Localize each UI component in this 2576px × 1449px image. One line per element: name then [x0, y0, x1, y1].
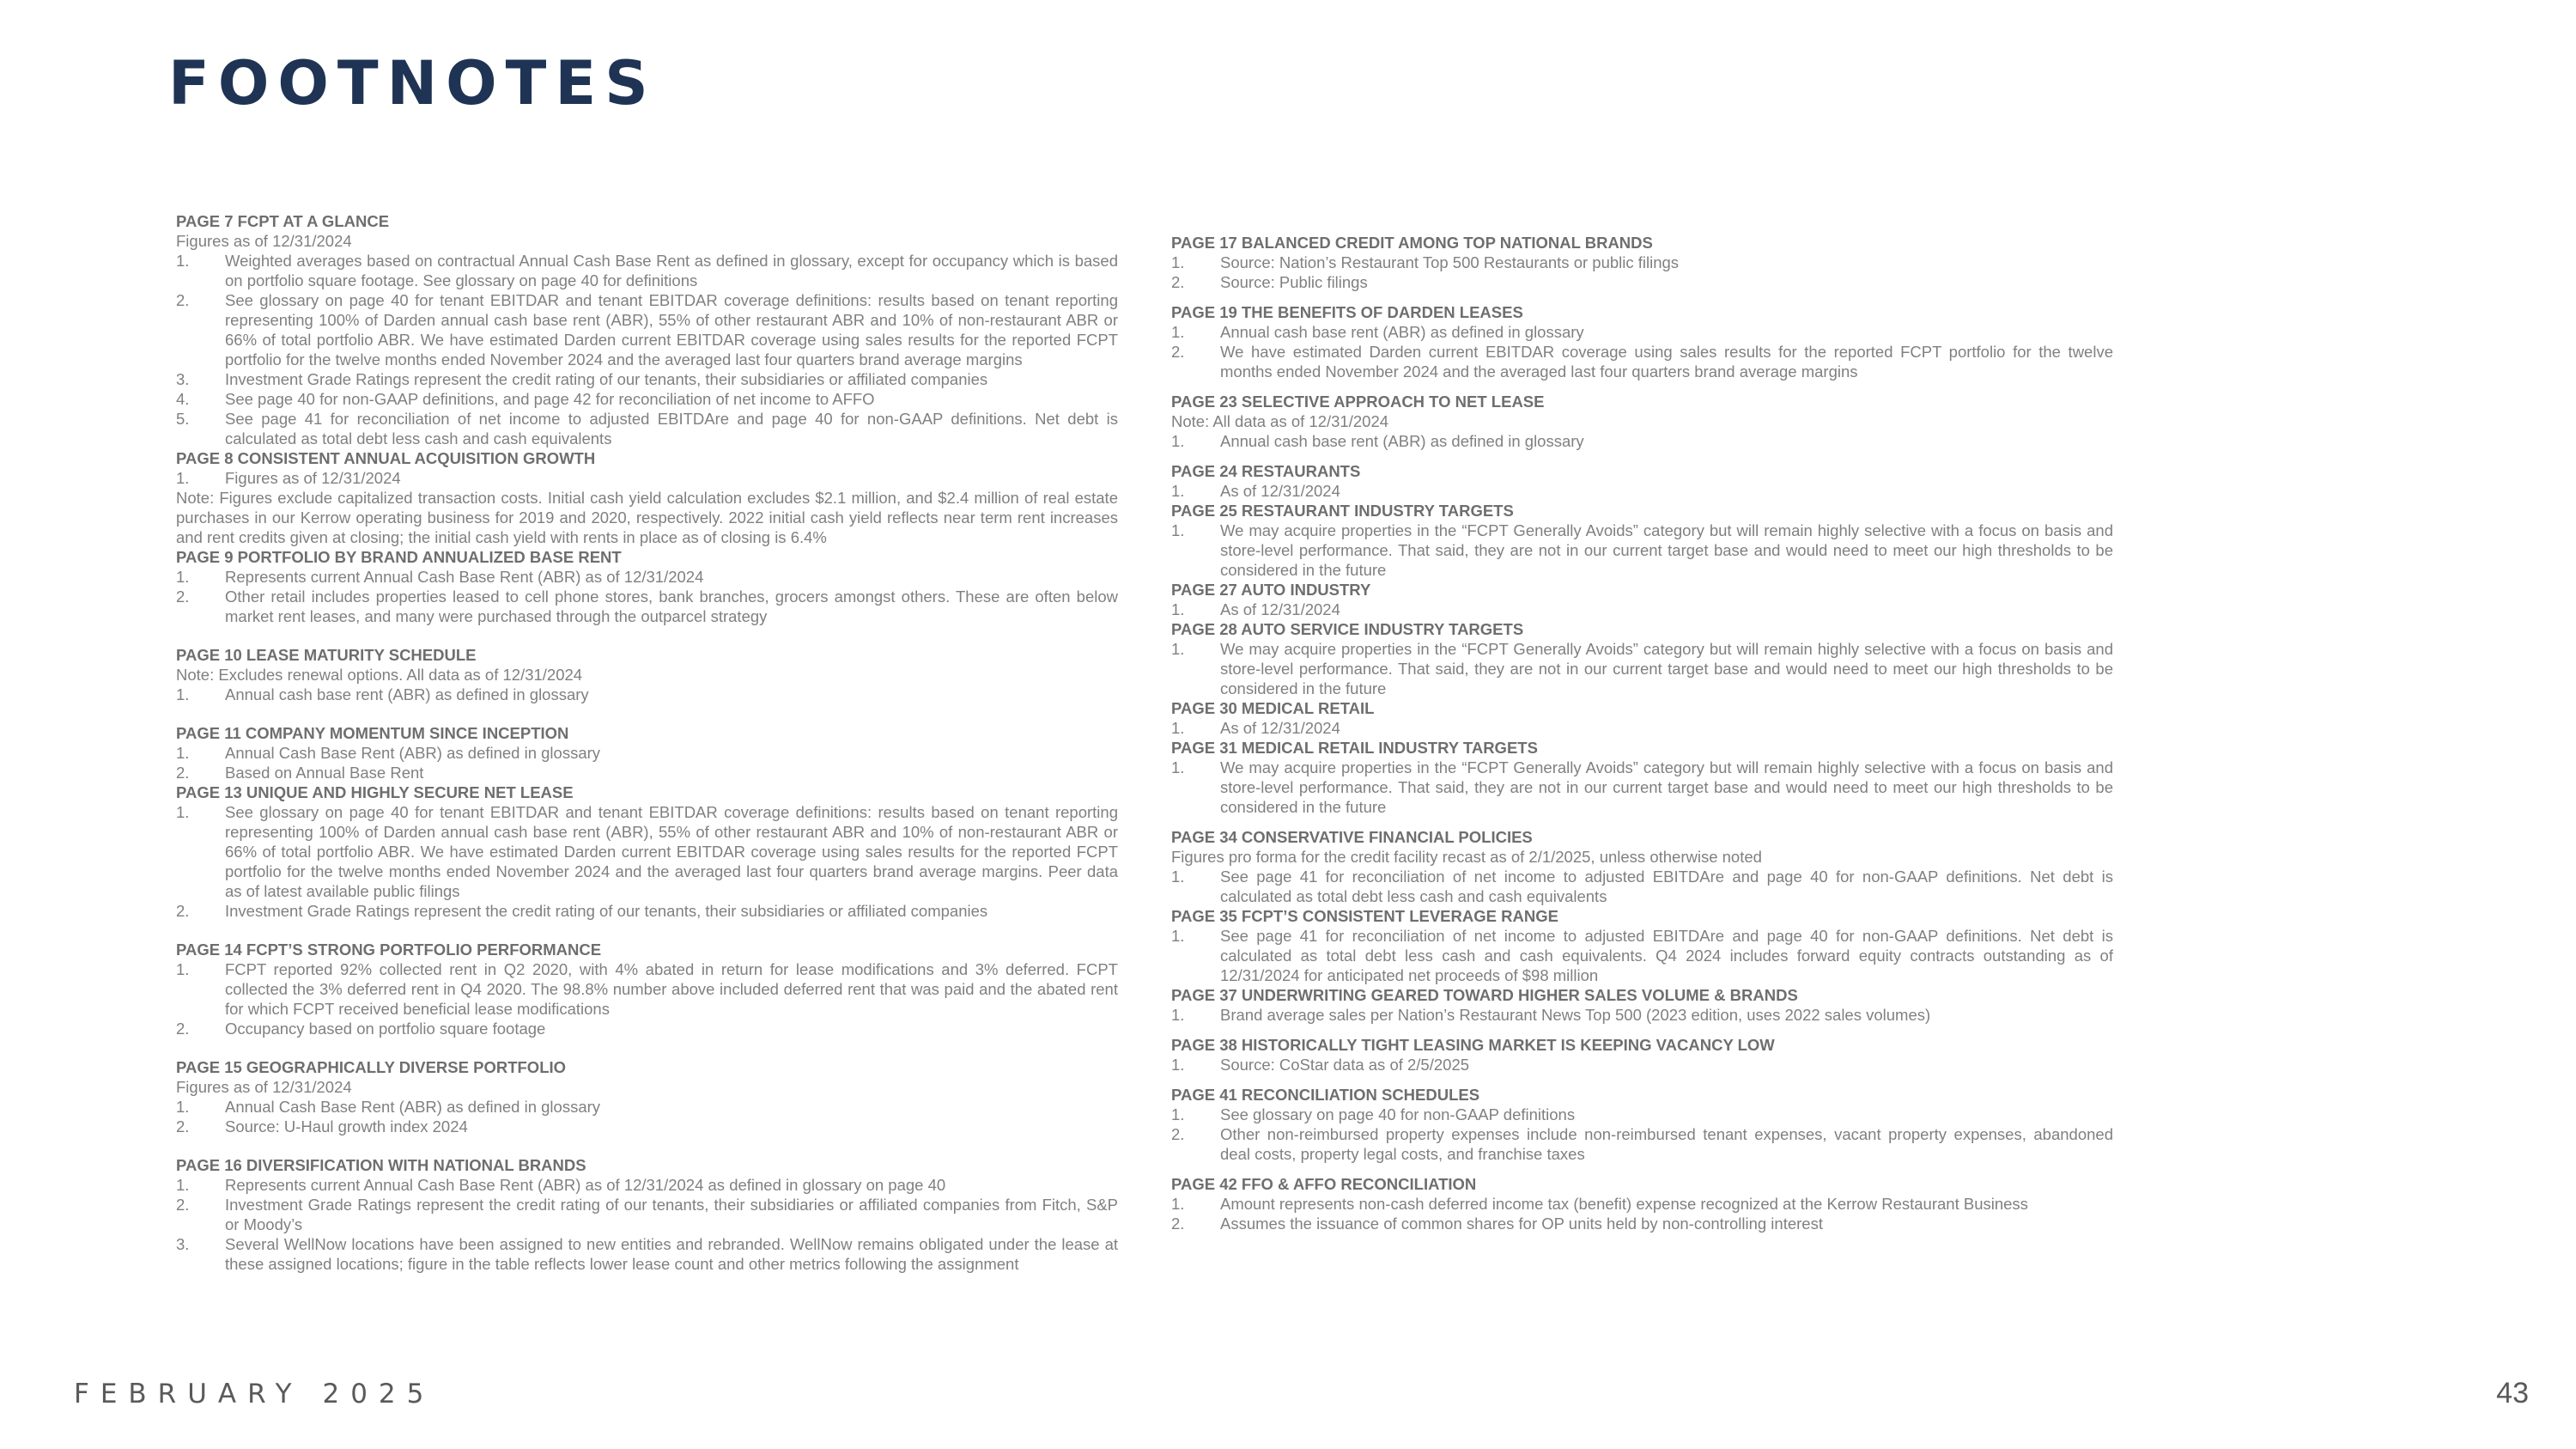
footnote-list — [1171, 1005, 2113, 1025]
footnote-number: 2. — [176, 1196, 190, 1214]
footnote-number: 1. — [1171, 432, 1185, 450]
footnote-text: We may acquire properties in the “FCPT Generally Avoids” category but will remain highly selective with a focus on basis and store-level performance. That said, they are not in our current target base and would need to meet our high thresholds to be considered in the future — [1220, 521, 2113, 579]
footnote-section — [1171, 1035, 2113, 1075]
section-heading: PAGE 15 GEOGRAPHICALLY DIVERSE PORTFOLIO — [176, 1058, 567, 1076]
footnote-number: 1. — [1171, 1006, 1185, 1024]
footnote-text: See page 40 for non-GAAP definitions, and page 42 for reconciliation of net income to AFFO — [225, 390, 875, 408]
footnote-text: Annual Cash Base Rent (ABR) as defined in glossary — [225, 1098, 601, 1116]
footnote-text: Annual cash base rent (ABR) as defined in glossary — [1220, 323, 1584, 341]
footnote-text: Occupancy based on portfolio square footage — [225, 1020, 546, 1038]
section-heading: PAGE 13 UNIQUE AND HIGHLY SECURE NET LEASE — [176, 783, 574, 801]
footnote-text: As of 12/31/2024 — [1220, 482, 1340, 500]
footnote-text: Figures as of 12/31/2024 — [225, 469, 401, 487]
section-heading: PAGE 27 AUTO INDUSTRY — [1171, 581, 1371, 599]
footnote-item — [1171, 639, 2113, 698]
footnote-number: 1. — [1171, 323, 1185, 341]
footnote-list — [1171, 481, 2113, 501]
footnote-text: See page 41 for reconciliation of net income to adjusted EBITDAre and page 40 for non-GAAP definitions. Net debt is calculated as total debt less cash and cash equivalents — [1220, 868, 2113, 905]
footnote-text: As of 12/31/2024 — [1220, 719, 1340, 737]
footnote-item — [1171, 1055, 2113, 1075]
footnote-text: See page 41 for reconciliation of net income to adjusted EBITDAre and page 40 for non-GAAP definitions. Net debt is calculated as total debt less cash and cash equivalents — [225, 410, 1118, 447]
footnote-number: 2. — [176, 1020, 190, 1038]
footnote-number: 4. — [176, 390, 190, 408]
footnote-item — [176, 251, 1118, 290]
footnote-item — [1171, 481, 2113, 501]
footnotes-left-column — [176, 211, 1118, 1274]
footnote-text: Investment Grade Ratings represent the credit rating of our tenants, their subsidiaries or affiliated companies from Fitch, S&P or Moody’s — [225, 1196, 1118, 1233]
footnote-list — [176, 959, 1118, 1038]
footnote-item — [1171, 342, 2113, 381]
footnote-item — [176, 959, 1118, 1019]
footnote-list — [176, 468, 1118, 488]
section-subtitle: Figures as of 12/31/2024 — [176, 1078, 352, 1096]
section-subtitle: Note: All data as of 12/31/2024 — [1171, 412, 1389, 430]
footnote-number: 1. — [1171, 521, 1185, 539]
footnote-number: 2. — [176, 1117, 190, 1135]
footnote-number: 1. — [176, 960, 190, 978]
footnote-text: Represents current Annual Cash Base Rent (ABR) as of 12/31/2024 — [225, 568, 704, 586]
footnote-section — [176, 547, 1118, 626]
section-heading: PAGE 37 UNDERWRITING GEARED TOWARD HIGHER SALES VOLUME & BRANDS — [1171, 986, 1798, 1004]
footnote-number: 1. — [1171, 1056, 1185, 1074]
footnote-item — [1171, 1005, 2113, 1025]
footnote-item — [176, 1234, 1118, 1274]
footnote-section — [176, 448, 1118, 547]
footnote-number: 2. — [176, 902, 190, 920]
footnote-text: Annual Cash Base Rent (ABR) as defined in glossary — [225, 744, 601, 762]
footnote-item — [176, 1175, 1118, 1195]
section-heading: PAGE 11 COMPANY MOMENTUM SINCE INCEPTION — [176, 724, 569, 742]
footnote-number: 1. — [1171, 1195, 1185, 1213]
footnote-list — [176, 1097, 1118, 1136]
page-number: 43 — [2496, 1377, 2529, 1409]
section-heading: PAGE 9 PORTFOLIO BY BRAND ANNUALIZED BASE RENT — [176, 548, 622, 566]
footnote-item — [176, 743, 1118, 763]
footnote-section — [1171, 580, 2113, 619]
footnote-text: Annual cash base rent (ABR) as defined in glossary — [1220, 432, 1584, 450]
section-heading: PAGE 25 RESTAURANT INDUSTRY TARGETS — [1171, 502, 1514, 520]
footnote-list — [1171, 600, 2113, 619]
footnote-item — [1171, 322, 2113, 342]
section-heading: PAGE 35 FCPT’S CONSISTENT LEVERAGE RANGE — [1171, 907, 1558, 925]
footnote-number: 1. — [1171, 927, 1185, 945]
footnote-number: 1. — [1171, 868, 1185, 886]
footnote-item — [1171, 758, 2113, 817]
section-heading: PAGE 30 MEDICAL RETAIL — [1171, 699, 1375, 717]
footnote-section — [1171, 738, 2113, 817]
footnote-number: 1. — [1171, 719, 1185, 737]
footnote-item — [176, 685, 1118, 704]
section-heading: PAGE 8 CONSISTENT ANNUAL ACQUISITION GROWTH — [176, 449, 596, 467]
section-heading: PAGE 14 FCPT’S STRONG PORTFOLIO PERFORMANCE — [176, 941, 602, 959]
footnote-list — [176, 685, 1118, 704]
footnote-text: We may acquire properties in the “FCPT Generally Avoids” category but will remain highly selective with a focus on basis and store-level performance. That said, they are not in our current target base and would need to meet our high thresholds to be considered in the future — [1220, 758, 2113, 816]
footnote-number: 2. — [176, 588, 190, 606]
section-subtitle: Figures pro forma for the credit facility recast as of 2/1/2025, unless otherwise noted — [1171, 848, 1762, 866]
footnote-text: Other non-reimbursed property expenses include non-reimbursed tenant expenses, vacant property expenses, abandoned deal costs, property legal costs, and franchise taxes — [1220, 1125, 2113, 1163]
footnote-item — [176, 409, 1118, 448]
footnote-list — [1171, 639, 2113, 698]
footnote-number: 1. — [176, 1176, 190, 1194]
footnote-list — [1171, 322, 2113, 381]
footnote-item — [1171, 272, 2113, 292]
footnote-item — [176, 1019, 1118, 1038]
footnote-text: Annual cash base rent (ABR) as defined in glossary — [225, 685, 589, 703]
footnote-number: 1. — [1171, 482, 1185, 500]
footnote-number: 1. — [176, 568, 190, 586]
footnote-list — [1171, 926, 2113, 985]
footnote-item — [1171, 600, 2113, 619]
section-heading: PAGE 7 FCPT AT A GLANCE — [176, 212, 390, 230]
footnote-text: Brand average sales per Nation’s Restaurant News Top 500 (2023 edition, uses 2022 sales volumes) — [1220, 1006, 1931, 1024]
footnote-text: Source: Public filings — [1220, 273, 1368, 291]
footnote-section — [176, 940, 1118, 1038]
footnote-number: 3. — [176, 1235, 190, 1253]
footnote-section — [1171, 233, 2113, 292]
footnote-number: 3. — [176, 370, 190, 388]
footnote-text: Represents current Annual Cash Base Rent (ABR) as of 12/31/2024 as defined in glossary on page 40 — [225, 1176, 946, 1194]
footnote-list — [1171, 718, 2113, 738]
footnote-section — [1171, 392, 2113, 451]
section-heading: PAGE 31 MEDICAL RETAIL INDUSTRY TARGETS — [1171, 739, 1538, 757]
footnote-item — [176, 1117, 1118, 1136]
footnote-section — [176, 211, 1118, 448]
section-subtitle: Figures as of 12/31/2024 — [176, 232, 352, 250]
footnote-section — [1171, 461, 2113, 501]
footnote-list — [1171, 1055, 2113, 1075]
footnote-list — [1171, 867, 2113, 906]
footnote-list — [1171, 758, 2113, 817]
footnote-item — [176, 587, 1118, 626]
footnote-list — [1171, 253, 2113, 292]
footnote-text: See page 41 for reconciliation of net income to adjusted EBITDAre and page 40 for non-GAAP definitions. Net debt is calculated as total debt less cash and cash equivalents. Q4 2024 includes forward equity contracts outstanding as of 12/31/2024 for anticipated net proceeds of $98 million — [1220, 927, 2113, 984]
footnote-text: Amount represents non-cash deferred income tax (benefit) expense recognized at the Kerrow Restaurant Business — [1220, 1195, 2028, 1213]
section-subtitle: Note: Excludes renewal options. All data as of 12/31/2024 — [176, 666, 583, 684]
footnote-item — [176, 802, 1118, 901]
footnote-text: FCPT reported 92% collected rent in Q2 2020, with 4% abated in return for lease modifications and 3% deferred. FCPT collected the 3% deferred rent in Q4 2020. The 98.8% number above included deferred rent that was paid and the abated rent for which FCPT received beneficial lease modifications — [225, 960, 1118, 1018]
footnote-text: Source: U-Haul growth index 2024 — [225, 1117, 468, 1135]
footnote-list — [1171, 431, 2113, 451]
footnotes-right-column — [1171, 233, 2113, 1233]
footnote-list — [176, 1175, 1118, 1274]
footnote-item — [176, 369, 1118, 389]
section-heading: PAGE 10 LEASE MATURITY SCHEDULE — [176, 646, 477, 664]
footnote-item — [1171, 431, 2113, 451]
footnote-item — [1171, 718, 2113, 738]
footnote-item — [176, 468, 1118, 488]
footnote-text: Assumes the issuance of common shares for OP units held by non-controlling interest — [1220, 1215, 1823, 1233]
section-heading: PAGE 24 RESTAURANTS — [1171, 462, 1361, 480]
footnote-number: 1. — [176, 744, 190, 762]
footnote-section — [1171, 906, 2113, 985]
footnote-list — [1171, 521, 2113, 580]
footnote-section — [1171, 302, 2113, 381]
footnote-number: 2. — [1171, 273, 1185, 291]
footnote-section — [176, 1057, 1118, 1136]
section-heading: PAGE 16 DIVERSIFICATION WITH NATIONAL BRANDS — [176, 1156, 586, 1174]
footnote-item — [176, 763, 1118, 782]
footnote-item — [176, 1097, 1118, 1117]
footnote-text: Source: CoStar data as of 2/5/2025 — [1220, 1056, 1470, 1074]
footnote-list — [1171, 1105, 2113, 1164]
footnote-text: Investment Grade Ratings represent the credit rating of our tenants, their subsidiaries or affiliated companies — [225, 370, 988, 388]
footnote-text: Other retail includes properties leased to cell phone stores, bank branches, grocers amongst others. These are often below market rent leases, and many were purchased through the outparcel strategy — [225, 588, 1118, 625]
footnote-item — [1171, 1194, 2113, 1214]
footnote-list — [176, 802, 1118, 921]
section-heading: PAGE 19 THE BENEFITS OF DARDEN LEASES — [1171, 303, 1523, 321]
footnote-text: See glossary on page 40 for tenant EBITDAR and tenant EBITDAR coverage definitions: results based on tenant reporting representing 100% of Darden annual cash base rent (ABR), 55% of other restaurant ABR and 10% of non-restaurant ABR or 66% of total portfolio ABR. We have estimated Darden current EBITDAR coverage using sales results for the reported FCPT portfolio for the twelve months ended November 2024 and the averaged last four quarters brand average margins — [225, 291, 1118, 368]
footnote-text: We have estimated Darden current EBITDAR coverage using sales results for the reported FCPT portfolio for the twelve months ended November 2024 and the averaged last four quarters brand average margins — [1220, 343, 2113, 381]
footnote-list — [176, 567, 1118, 626]
footnote-item — [176, 567, 1118, 587]
section-heading: PAGE 42 FFO & AFFO RECONCILIATION — [1171, 1175, 1477, 1193]
footnote-text: We may acquire properties in the “FCPT Generally Avoids” category but will remain highly selective with a focus on basis and store-level performance. That said, they are not in our current target base and would need to meet our high thresholds to be considered in the future — [1220, 640, 2113, 697]
footnote-section — [1171, 619, 2113, 698]
footnote-item — [176, 901, 1118, 921]
footnote-number: 1. — [1171, 1105, 1185, 1123]
footnote-number: 1. — [176, 685, 190, 703]
footnote-item — [176, 1195, 1118, 1234]
section-heading: PAGE 34 CONSERVATIVE FINANCIAL POLICIES — [1171, 828, 1533, 846]
footnote-item — [1171, 1214, 2113, 1233]
footnote-section — [1171, 698, 2113, 738]
footnote-number: 1. — [176, 803, 190, 821]
footnote-item — [1171, 1124, 2113, 1164]
section-heading: PAGE 17 BALANCED CREDIT AMONG TOP NATIONAL BRANDS — [1171, 234, 1653, 252]
section-heading: PAGE 38 HISTORICALLY TIGHT LEASING MARKET IS KEEPING VACANCY LOW — [1171, 1036, 1775, 1054]
footnote-number: 1. — [176, 1098, 190, 1116]
footnote-number: 2. — [176, 291, 190, 309]
footnote-number: 2. — [1171, 1215, 1185, 1233]
footnote-number: 2. — [1171, 1125, 1185, 1143]
section-note: Note: Figures exclude capitalized transaction costs. Initial cash yield calculation excludes $2.1 million, and $2.4 million of real estate purchases in our Kerrow operating business for 2019 and 2020, respectively. 2022 initial cash yield reflects near term rent increases and rent credits given at closing; the initial cash yield with rents in place as of closing is 6.4% — [176, 489, 1118, 546]
footnote-number: 1. — [176, 252, 190, 270]
footnote-list — [1171, 1194, 2113, 1233]
footnote-item — [176, 290, 1118, 369]
footnote-text: See glossary on page 40 for non-GAAP definitions — [1220, 1105, 1576, 1123]
footnote-number: 5. — [176, 410, 190, 428]
section-heading: PAGE 28 AUTO SERVICE INDUSTRY TARGETS — [1171, 620, 1524, 638]
footnote-text: See glossary on page 40 for tenant EBITDAR and tenant EBITDAR coverage definitions: results based on tenant reporting representing 100% of Darden annual cash base rent (ABR), 55% of other restaurant ABR and 10% of non-restaurant ABR or 66% of total portfolio ABR. We have estimated Darden current EBITDAR coverage using sales results for the reported FCPT portfolio for the twelve months ended November 2024 and the averaged last four quarters brand average margins. Peer data as of latest available public filings — [225, 803, 1118, 900]
footnote-number: 2. — [176, 764, 190, 782]
footnote-item — [1171, 926, 2113, 985]
footnote-number: 1. — [1171, 600, 1185, 618]
footnote-section — [1171, 501, 2113, 580]
footnote-section — [176, 782, 1118, 921]
footnote-text: As of 12/31/2024 — [1220, 600, 1340, 618]
footnote-list — [176, 251, 1118, 448]
footnote-item — [1171, 1105, 2113, 1124]
footnote-text: Several WellNow locations have been assigned to new entities and rebranded. WellNow remains obligated under the lease at these assigned locations; figure in the table reflects lower lease count and other metrics following the assignment — [225, 1235, 1118, 1273]
footnote-number: 2. — [1171, 343, 1185, 361]
page-title: FOOTNOTES — [168, 48, 657, 119]
footnote-item — [1171, 867, 2113, 906]
footer-date: FEBRUARY 2025 — [74, 1379, 435, 1409]
footnote-section — [1171, 1174, 2113, 1233]
footnote-section — [1171, 827, 2113, 906]
footnote-number: 1. — [1171, 253, 1185, 271]
footnote-list — [176, 743, 1118, 782]
section-heading: PAGE 23 SELECTIVE APPROACH TO NET LEASE — [1171, 393, 1545, 411]
footnote-text: Investment Grade Ratings represent the credit rating of our tenants, their subsidiaries or affiliated companies — [225, 902, 988, 920]
section-heading: PAGE 41 RECONCILIATION SCHEDULES — [1171, 1086, 1480, 1104]
footnote-section — [176, 645, 1118, 704]
footnote-item — [1171, 521, 2113, 580]
footnote-text: Weighted averages based on contractual Annual Cash Base Rent as defined in glossary, except for occupancy which is based on portfolio square footage. See glossary on page 40 for definitions — [225, 252, 1118, 289]
footnote-section — [176, 1155, 1118, 1274]
footnote-text: Based on Annual Base Rent — [225, 764, 424, 782]
footnote-text: Source: Nation’s Restaurant Top 500 Restaurants or public filings — [1220, 253, 1680, 271]
footnote-item — [1171, 253, 2113, 272]
footnote-section — [1171, 985, 2113, 1025]
footnote-number: 1. — [176, 469, 190, 487]
footnote-number: 1. — [1171, 640, 1185, 658]
footnote-section — [176, 723, 1118, 782]
footnote-item — [176, 389, 1118, 409]
footnote-number: 1. — [1171, 758, 1185, 776]
footnote-section — [1171, 1085, 2113, 1164]
